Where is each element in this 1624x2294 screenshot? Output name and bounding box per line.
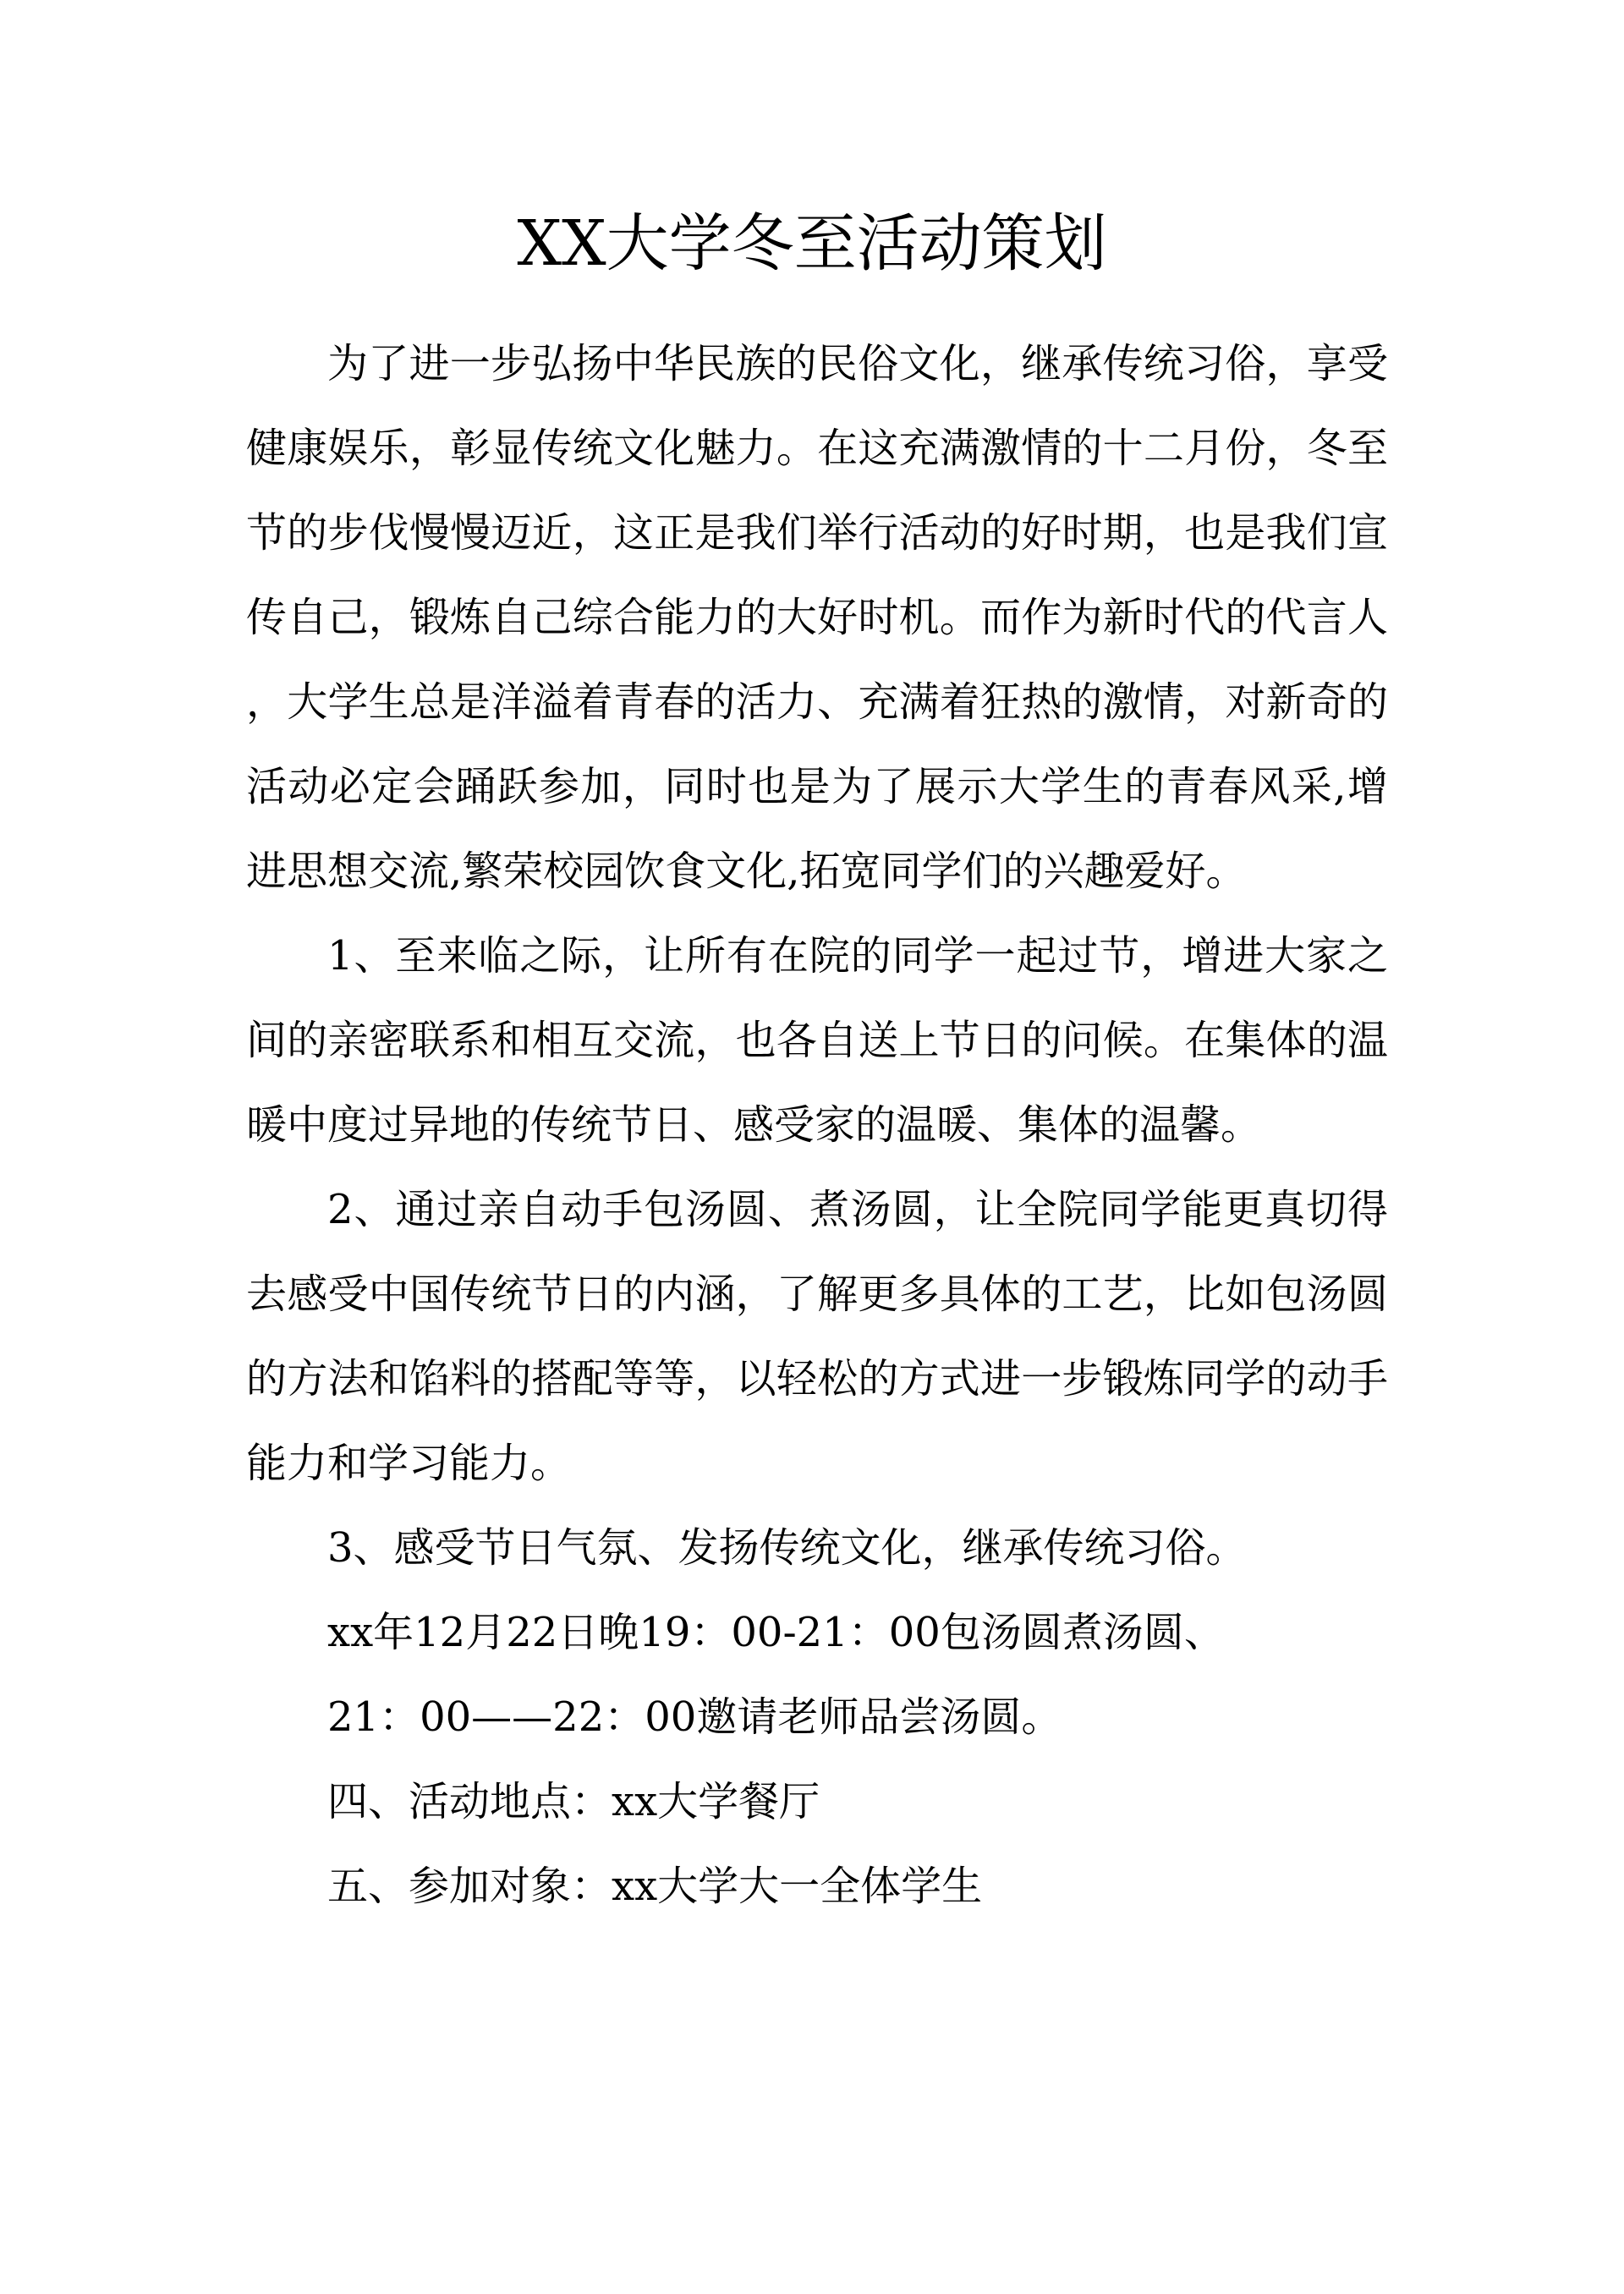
purpose-paragraph-2: 2、通过亲自动手包汤圆、煮汤圆，让全院同学能更真切得去感受中国传统节日的内涵，了解更多具体的工艺，比如包汤圆的方法和馅料的搭配等等，以轻松的方式进一步锻炼同学的动手能力和学习能力。 [246, 1186, 1388, 1487]
intro-paragraph: 为了进一步弘扬中华民族的民俗文化，继承传统习俗，享受健康娱乐，彰显传统文化魅力。在这充满激情的十二月份，冬至节的步伐慢慢迈近，这正是我们举行活动的好时期，也是我们宣传自己，锻炼自己综合能力的大好时机。而作为新时代的代言人，大学生总是洋溢着青春的活力、充满着狂热的激情，对新奇的活动必定会踊跃参加，同时也是为了展示大学生的青春风采,增进思想交流,繁荣校园饮食文化,拓宽同学们的兴趣爱好。 [246, 340, 1388, 895]
location-line: 四、活动地点：xx大学餐厅 [327, 1778, 820, 1825]
schedule-line-2: 21：00——22：00邀请老师品尝汤圆。 [327, 1693, 1062, 1741]
schedule-line-1: xx年12月22日晚19：00-21：00包汤圆煮汤圆、 [327, 1609, 1225, 1656]
participants-line: 五、参加对象：xx大学大一全体学生 [327, 1863, 983, 1910]
document-title: XX大学冬至活动策划 [517, 207, 1107, 280]
purpose-paragraph-1: 1、至来临之际，让所有在院的同学一起过节，增进大家之间的亲密联系和相互交流，也各自送上节日的问候。在集体的温暖中度过异地的传统节日、感受家的温暖、集体的温馨。 [246, 932, 1388, 1149]
purpose-paragraph-3: 3、感受节日气氛、发扬传统文化，继承传统习俗。 [327, 1524, 1247, 1572]
document-body [246, 321, 1388, 1929]
